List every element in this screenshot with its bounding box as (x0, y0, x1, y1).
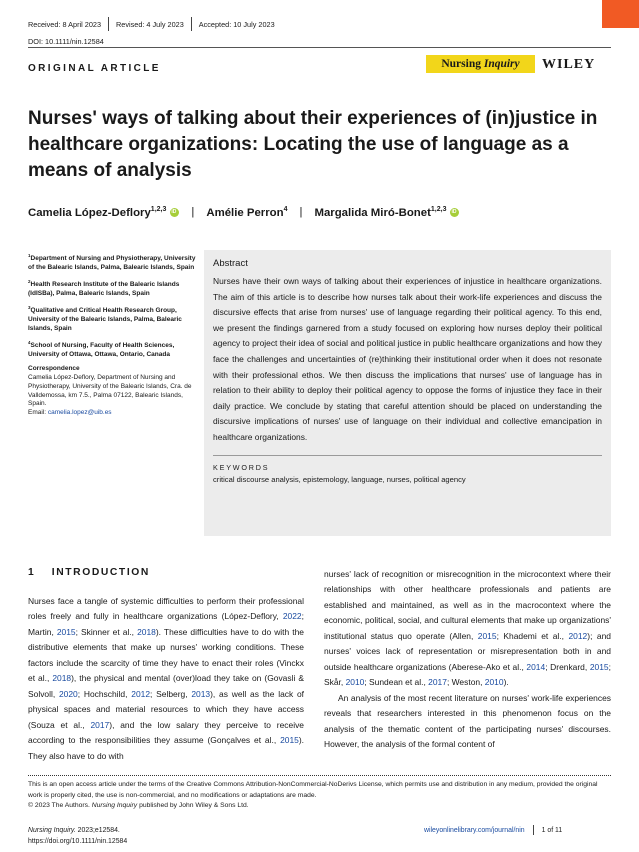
author-name[interactable]: Amélie Perron$^4$ (206, 206, 288, 219)
article-title: Nurses' ways of talking about their experiences of (in)justice in healthcare organizations: Locating the use of language as a means of analysis (28, 108, 598, 181)
abstract-box (204, 250, 611, 536)
citation-link[interactable]: 2018 (137, 626, 156, 637)
citation-link[interactable]: 2017 (90, 719, 110, 730)
citation-link[interactable]: 2010 (484, 677, 504, 688)
header-rule (28, 47, 611, 48)
correspondence-email: Email: camelia.lopez@uib.es (28, 409, 112, 417)
journal-name-part: Nursing (441, 58, 481, 70)
affiliation: $^4$School of Nursing, Faculty of Health Sciences, University of Ottawa, Ottawa, Ontario, Canada (28, 339, 175, 358)
citation-link[interactable]: 2012 (568, 630, 588, 641)
footer-citation: Nursing Inquiry. 2023;e12584. https://doi.org/10.1111/nin.12584 (28, 827, 128, 845)
divider (533, 825, 534, 835)
license-notice: This is an open access article under the terms of the Creative Commons Attribution-NonCommercial-NoDerivs License, which permits use and distribution in any medium, provided the original work is properly cited, the use is non-commercial, and no modifications or adaptations are made. © 2023 The Authors. Nursing Inquiry published by John Wiley & Sons Ltd. (28, 781, 598, 809)
divider (108, 17, 109, 31)
affiliation: $^1$Department of Nursing and Physiotherapy, University of the Balearic Islands, Palma, Balearic Islands, Spain (28, 253, 196, 272)
author-list (28, 206, 459, 219)
keywords-text: critical discourse analysis, epistemology, language, nurses, political agency (213, 474, 466, 484)
corner-color-mark (602, 0, 639, 28)
citation-link[interactable]: 2018 (52, 673, 72, 684)
affiliations-block (28, 252, 198, 418)
body-paragraph: An analysis of the most recent literature on nurses' work-life experiences reveals that researchers interested in this phenomenon focus on the analysis of the thematic content of the participating nurses' discourses. However, the analysis of the formal content of (324, 692, 611, 749)
author-name[interactable]: Margalida Miró-Bonet$^{1,2,3}$ (314, 206, 447, 219)
footer-right (424, 825, 562, 835)
correspondence-heading: Correspondence (28, 364, 80, 372)
citation-link[interactable]: 2010 (345, 677, 365, 688)
citation-link[interactable]: 2020 (58, 688, 78, 699)
footer-doi-link[interactable]: https://doi.org/10.1111/nin.12584 (28, 838, 128, 845)
journal-name-part: Inquiry (483, 58, 520, 70)
author-separator: | (299, 206, 303, 219)
abstract-divider (213, 455, 602, 456)
citation-link[interactable]: 2015 (56, 626, 76, 637)
body-paragraph: nurses' lack of recognition or misrecognition in the microcontext where their relationships with other healthcare professionals and patients are established and maintained, as well as in the macrocontext where the economic, political, social, and cultural elements that make up organizations' institutional status quo operate (Allen, 2015; Khademi et al., 2012); and nurses' voices lack of representation or misrepresentation both in and outside healthcare organizations (Aberese-Ako et al., 2014; Drenkard, 2015; Skår, 2010; Sundean et al., 2017; Weston, 2010). (324, 569, 611, 688)
dates-row (28, 17, 275, 31)
section-number: 1 (28, 567, 36, 578)
citation-link[interactable]: 2017 (428, 677, 447, 688)
citation-link[interactable]: 2012 (131, 688, 151, 699)
abstract-text: Nurses have their own ways of talking about their experiences of injustice in healthcare organizations. The aim of this article is to describe how nurses talk about their work-life experiences and discuss the discursive effects that arise from nurses' use of language regarding their political agency. To this end, we present the findings garnered from a study focused on exploring how nurses deploy their political agency to project their idea of social and political justice in public healthcare organizations and how they face the challenges and uncertainties of (re)thinking their institutional order when it does not resonate with their professional ethos. We then discuss the implications that nurses' use of language has in relation to their ability to deploy their political agency to oppose the forms of injustice they face in their daily practice. We conclude by stating that careful attention should be placed on understanding the discursive implications of nurses' use of language on their individual and collective emancipation in healthcare organizations. (213, 276, 602, 442)
affiliation: $^3$Qualitative and Critical Health Research Group, University of the Balearic Islands, Palma, Balearic Islands, Spain (28, 304, 182, 332)
keywords-heading: KEYWORDS (213, 462, 270, 472)
article-type-label: ORIGINAL ARTICLE (28, 63, 161, 74)
citation-link[interactable]: 2015 (280, 735, 299, 746)
journal-site-link[interactable]: wileyonlinelibrary.com/journal/nin (424, 826, 525, 834)
publisher-logo[interactable]: WILEY (542, 57, 596, 72)
body-column-right (324, 567, 611, 752)
page-number: 1 of 11 (541, 826, 563, 834)
journal-logo[interactable] (426, 55, 535, 73)
author-separator: | (191, 206, 195, 219)
citation-link[interactable]: 2022 (282, 611, 302, 622)
citation-link[interactable]: 2013 (191, 688, 211, 699)
abstract-heading: Abstract (213, 258, 248, 269)
body-paragraph: Nurses face a tangle of systemic difficulties to perform their professional roles freely and fully in healthcare organizations (López-Deflory, 2022; Martin, 2015; Skinner et al., 2018). These difficulties have to do with the distributive elements that make up nurses' working conditions. These factors include the scarcity of time they have to enact their roles (Vinckx et al., 2018), the physical and mental (over)load they take on (Govasli & Solvoll, 2020; Hochschild, 2012; Selberg, 2013), as well as the lack of physical spaces and material resources to which they have access (Souza et al., 2017), and the low salary they perceive to receive according to the responsibilities they assume (Gonçalves et al., 2015). They also have to do with (28, 596, 304, 761)
citation-link[interactable]: 2015 (589, 661, 609, 672)
accepted-date: Accepted: 10 July 2023 (198, 19, 275, 29)
correspondence-text: Camelia López-Deflory, Department of Nursing and Physiotherapy, University of the Balearic Islands, Cra. de Valldemossa, km 7.5., Palma 07122, Balearic Islands, Spain. (28, 373, 192, 408)
section-title: INTRODUCTION (51, 567, 150, 578)
body-column-left (28, 594, 304, 764)
citation-link[interactable]: 2015 (477, 630, 497, 641)
author-name[interactable]: Camelia López-Deflory$^{1,2,3}$ (28, 206, 167, 219)
footer-rule (28, 775, 611, 776)
orcid-icon[interactable] (170, 208, 179, 217)
orcid-icon[interactable] (450, 208, 459, 217)
email-link[interactable]: camelia.lopez@uib.es (47, 409, 112, 417)
received-date: Received: 8 April 2023 (28, 19, 102, 29)
divider (191, 17, 192, 31)
citation-link[interactable]: 2014 (526, 661, 546, 672)
section-heading (28, 567, 150, 578)
revised-date: Revised: 4 July 2023 (116, 19, 184, 29)
affiliation: $^2$Health Research Institute of the Balearic Islands (IdISBa), Palma, Balearic Islands, Spain (28, 278, 180, 298)
doi-label: DOI: 10.1111/nin.12584 (28, 37, 104, 46)
